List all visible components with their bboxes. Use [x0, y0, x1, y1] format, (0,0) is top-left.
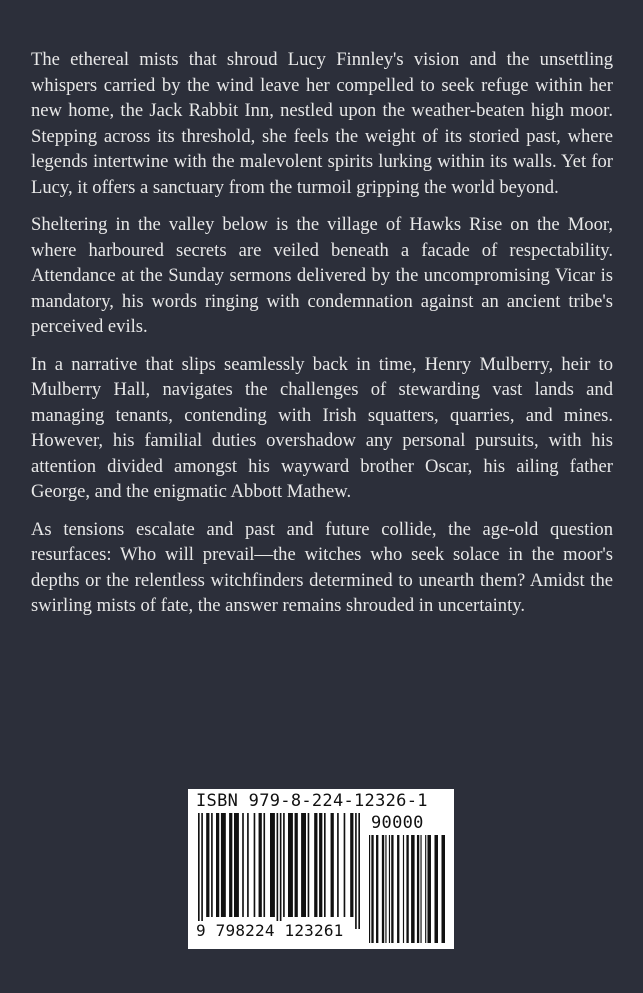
barcode-bar [391, 835, 393, 943]
isbn-barcode [188, 789, 454, 949]
barcode-bar [221, 813, 226, 917]
barcode-bar [434, 835, 438, 943]
blurb-paragraph: As tensions escalate and past and future collide, the age-old question resurfaces: Who will prevail—the witches who seek solace in the moor's depths or the relentless witchfinders determined to unearth them? Amidst the swirling mists of fate, the answer remains shrouded in uncertainty. [31, 518, 613, 616]
barcode-bar [355, 813, 357, 929]
barcode-bar [301, 813, 306, 917]
barcode-bar [350, 813, 353, 917]
barcode-bar [319, 813, 322, 917]
addon-bars [369, 835, 445, 943]
barcode-bar [198, 813, 200, 929]
blurb-paragraph: In a narrative that slips seamlessly back in time, Henry Mulberry, heir to Mulberry Hall, navigates the challenges of stewarding vast lands and managing tenants, contending with Irish squatters, quarries, and mines. However, his familial duties overshadow any personal pursuits, with his attention divided amongst his wayward brother Oscar, his ailing father George, and the enigmatic Abbott Mathew. [31, 353, 613, 502]
barcode-bar [295, 813, 298, 917]
barcode-bar [247, 813, 249, 917]
barcode-bar [417, 835, 419, 943]
barcode-bar [441, 835, 445, 943]
blurb-paragraph: The ethereal mists that shroud Lucy Finnley's vision and the unsettling whispers carried by the wind leave her compelled to seek refuge within her new home, the Jack Rabbit Inn, nestled upon the weather-beaten high moor. Stepping across its threshold, she feels the weight of its storied past, where legends intertwine with the malevolent spirits lurking within its walls. Yet for Lucy, it offers a sanctuary from the turmoil gripping the world beyond. [31, 49, 613, 198]
barcode-bar [382, 835, 384, 943]
barcode-bar [211, 813, 213, 917]
barcode-bar [277, 813, 279, 929]
barcode-bar [308, 813, 310, 917]
ean-digits: 9 798224 123261 [196, 921, 344, 940]
barcode-bar [242, 813, 244, 917]
barcode-bar [344, 813, 346, 917]
barcode-bar [259, 813, 262, 917]
barcode-bar [206, 813, 209, 917]
barcode-bar [337, 813, 339, 917]
barcode-bar [234, 813, 239, 917]
barcode-bar [314, 813, 317, 917]
barcode-bar [389, 835, 390, 943]
barcode-bar [420, 835, 421, 943]
barcode-bar [263, 813, 265, 917]
barcode-bar [201, 813, 203, 929]
barcode-bar [216, 813, 219, 917]
barcode-bar [324, 813, 326, 917]
barcode-bar [427, 835, 431, 943]
barcode-bar [369, 835, 370, 943]
barcode-bar [254, 813, 256, 917]
barcode-bar [403, 835, 404, 943]
barcode-bar [411, 835, 415, 943]
barcode-bar [385, 835, 386, 943]
barcode-bar [358, 813, 360, 929]
barcode-bar [371, 835, 373, 943]
blurb-paragraph: Sheltering in the valley below is the village of Hawks Rise on the Moor, where harboured secrets are veiled beneath a facade of respectability. Attendance at the Sunday sermons delivered by the uncompromising Vicar is mandatory, his words ringing with condemnation against an ancient tribe's perceived evils. [31, 214, 613, 337]
barcode-bar [406, 835, 408, 943]
isbn-label: ISBN 979-8-224-12326-1 [196, 791, 428, 811]
ean-bars [198, 813, 360, 929]
barcode-bar [425, 835, 426, 943]
barcode-bar [376, 835, 378, 943]
barcode-bar [331, 813, 334, 917]
barcode-bar [397, 835, 399, 943]
barcode-bar [229, 813, 232, 917]
barcode-bar [270, 813, 275, 917]
barcode-bar [280, 813, 282, 929]
price-code: 90000 [371, 813, 424, 833]
barcode-bar [283, 813, 285, 917]
back-cover-blurb [31, 47, 613, 631]
barcode-bar [288, 813, 293, 917]
